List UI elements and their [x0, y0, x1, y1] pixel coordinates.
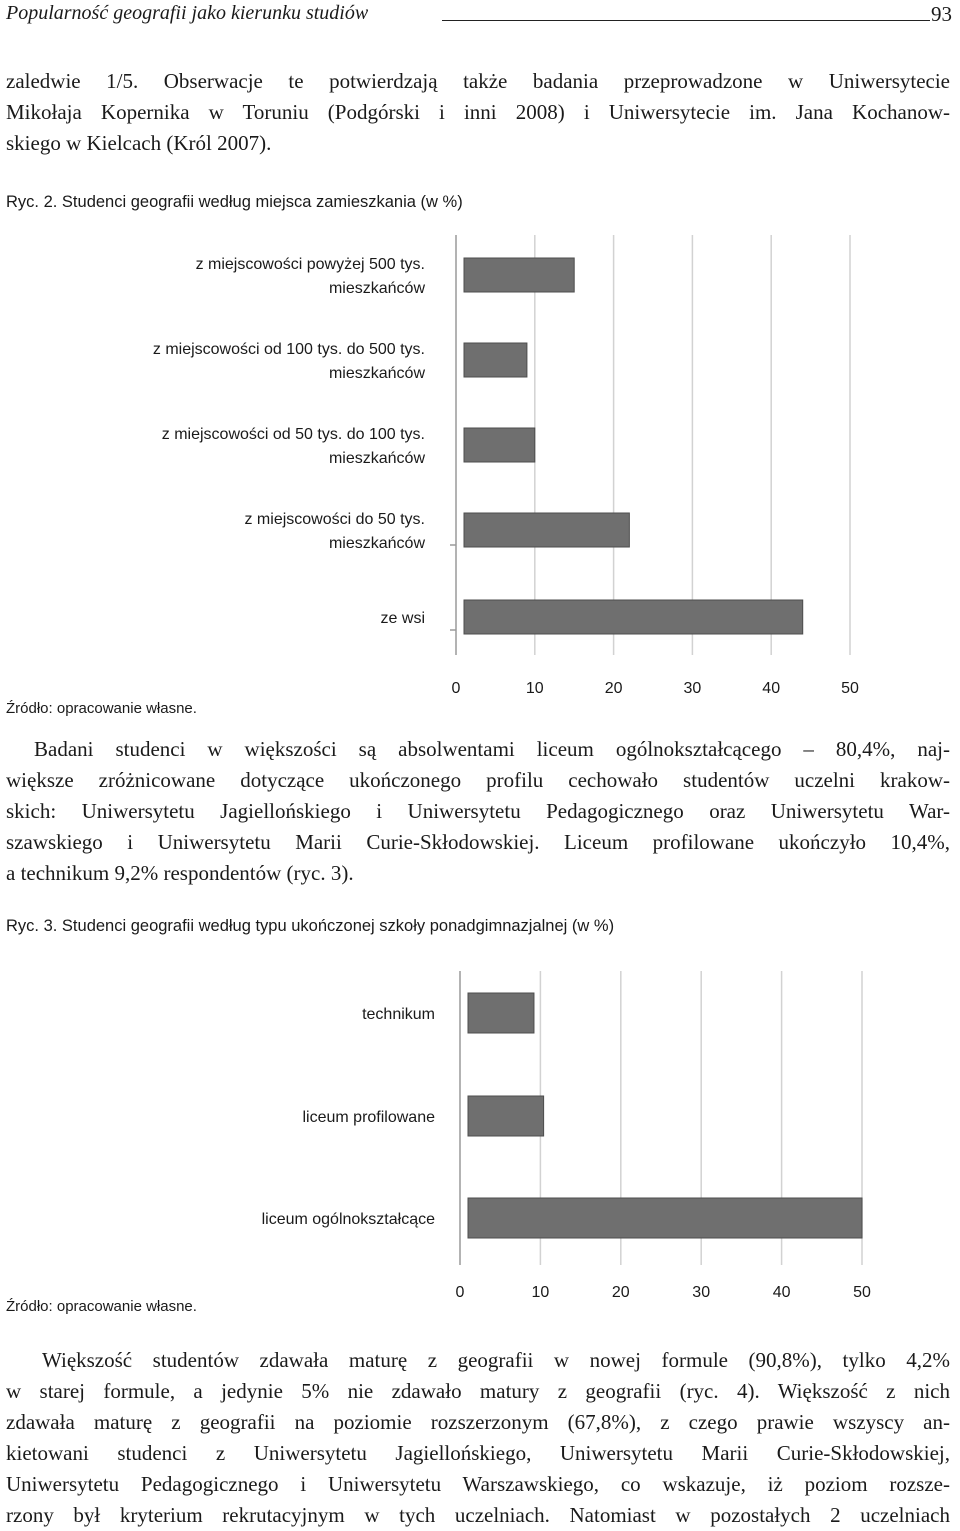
- figure-source: Źródło: opracowanie własne.: [6, 700, 197, 717]
- category-label: z miejscowości od 50 tys. do 100 tys.: [161, 426, 425, 443]
- tick-label: 10: [525, 680, 544, 697]
- tick-label: 20: [604, 680, 623, 697]
- text-line: skiego w Kielcach (Król 2007).: [6, 131, 272, 155]
- category-label: liceum ogólnokształcące: [261, 1211, 435, 1228]
- running-title: Popularność geografii jako kierunku studiów: [6, 2, 369, 24]
- bar-chart-place-of-residence: [0, 225, 960, 700]
- bar: [464, 600, 803, 634]
- paragraph-2: [6, 734, 950, 889]
- text-line: Badani studenci w większości są absolwentami liceum ogólnokształcącego – 80,4%, naj-: [34, 737, 950, 761]
- category-label: mieszkańców: [328, 365, 425, 382]
- category-label: technikum: [362, 1006, 435, 1023]
- tick-label: 30: [683, 680, 702, 697]
- category-label: z miejscowości powyżej 500 tys.: [195, 256, 425, 273]
- category-label: mieszkańców: [328, 535, 425, 552]
- figure-caption: Ryc. 2. Studenci geografii według miejsca zamieszkania (w %): [6, 193, 463, 211]
- tick-label: 50: [853, 1284, 871, 1301]
- category-label: mieszkańców: [328, 280, 425, 297]
- text-line: skich: Uniwersytetu Jagiellońskiego i Uniwersytetu Pedagogicznego oraz Uniwersytetu War-: [6, 799, 950, 823]
- bar: [464, 513, 629, 547]
- text-line: szawskiego i Uniwersytetu Marii Curie-Skłodowskiej. Liceum profilowane ukończyło 10,4%,: [6, 830, 950, 854]
- bar: [468, 993, 534, 1033]
- paragraph-1: [6, 66, 950, 159]
- running-head: [6, 0, 956, 30]
- tick-label: 0: [455, 1284, 465, 1301]
- tick-label: 0: [451, 680, 461, 697]
- paragraph-3: [6, 1345, 950, 1531]
- text-line: Mikołaja Kopernika w Toruniu (Podgórski i inni 2008) i Uniwersytecie im. Jana Kochanow-: [6, 100, 950, 124]
- bar: [468, 1198, 862, 1238]
- page-number: 93: [931, 2, 952, 26]
- text-line: kietowani studenci z Uniwersytetu Jagiellońskiego, Uniwersytetu Marii Curie-Skłodowskiej,: [6, 1441, 950, 1465]
- header-rule: [442, 20, 930, 21]
- text-line: w starej formule, a jedynie 5% nie zdawało matury z geografii (ryc. 4). Większość z nich: [6, 1379, 950, 1403]
- tick-label: 40: [762, 680, 781, 697]
- text-line: zdawała maturę z geografii na poziomie rozszerzonym (67,8%), z czego prawie wszyscy an-: [6, 1410, 950, 1434]
- tick-label: 50: [841, 680, 859, 697]
- category-label: mieszkańców: [328, 450, 425, 467]
- tick-label: 20: [611, 1284, 630, 1301]
- category-label: liceum profilowane: [302, 1109, 435, 1126]
- bar: [464, 428, 535, 462]
- figure-caption: Ryc. 3. Studenci geografii według typu ukończonej szkoły ponadgimnazjalnej (w %): [6, 917, 615, 935]
- tick-label: 10: [531, 1284, 550, 1301]
- text-line: a technikum 9,2% respondentów (ryc. 3).: [6, 861, 354, 885]
- category-label: z miejscowości do 50 tys.: [244, 511, 425, 528]
- category-label: ze wsi: [380, 610, 425, 627]
- category-label: z miejscowości od 100 tys. do 500 tys.: [152, 341, 425, 358]
- text-line: większe zróżnicowane dotyczące ukończonego profilu cechowało studentów uczelni krakow-: [6, 768, 950, 792]
- text-line: zaledwie 1/5. Obserwacje te potwierdzają także badania przeprowadzone w Uniwersytecie: [6, 69, 950, 93]
- bar-chart-school-type: [0, 965, 960, 1305]
- tick-label: 30: [692, 1284, 711, 1301]
- text-line: Większość studentów zdawała maturę z geografii w nowej formule (90,8%), tylko 4,2%: [42, 1348, 950, 1372]
- bar: [464, 258, 574, 292]
- bar: [468, 1096, 544, 1136]
- text-line: rzony był kryterium rekrutacyjnym w tych uczelniach. Natomiast w pozostałych 2 uczelniach: [6, 1503, 950, 1527]
- text-line: Uniwersytetu Pedagogicznego i Uniwersytetu Warszawskiego, co wskazuje, iż poziom rozsze-: [6, 1472, 950, 1496]
- bar: [464, 343, 527, 377]
- tick-label: 40: [772, 1284, 791, 1301]
- figure-source: Źródło: opracowanie własne.: [6, 1298, 197, 1315]
